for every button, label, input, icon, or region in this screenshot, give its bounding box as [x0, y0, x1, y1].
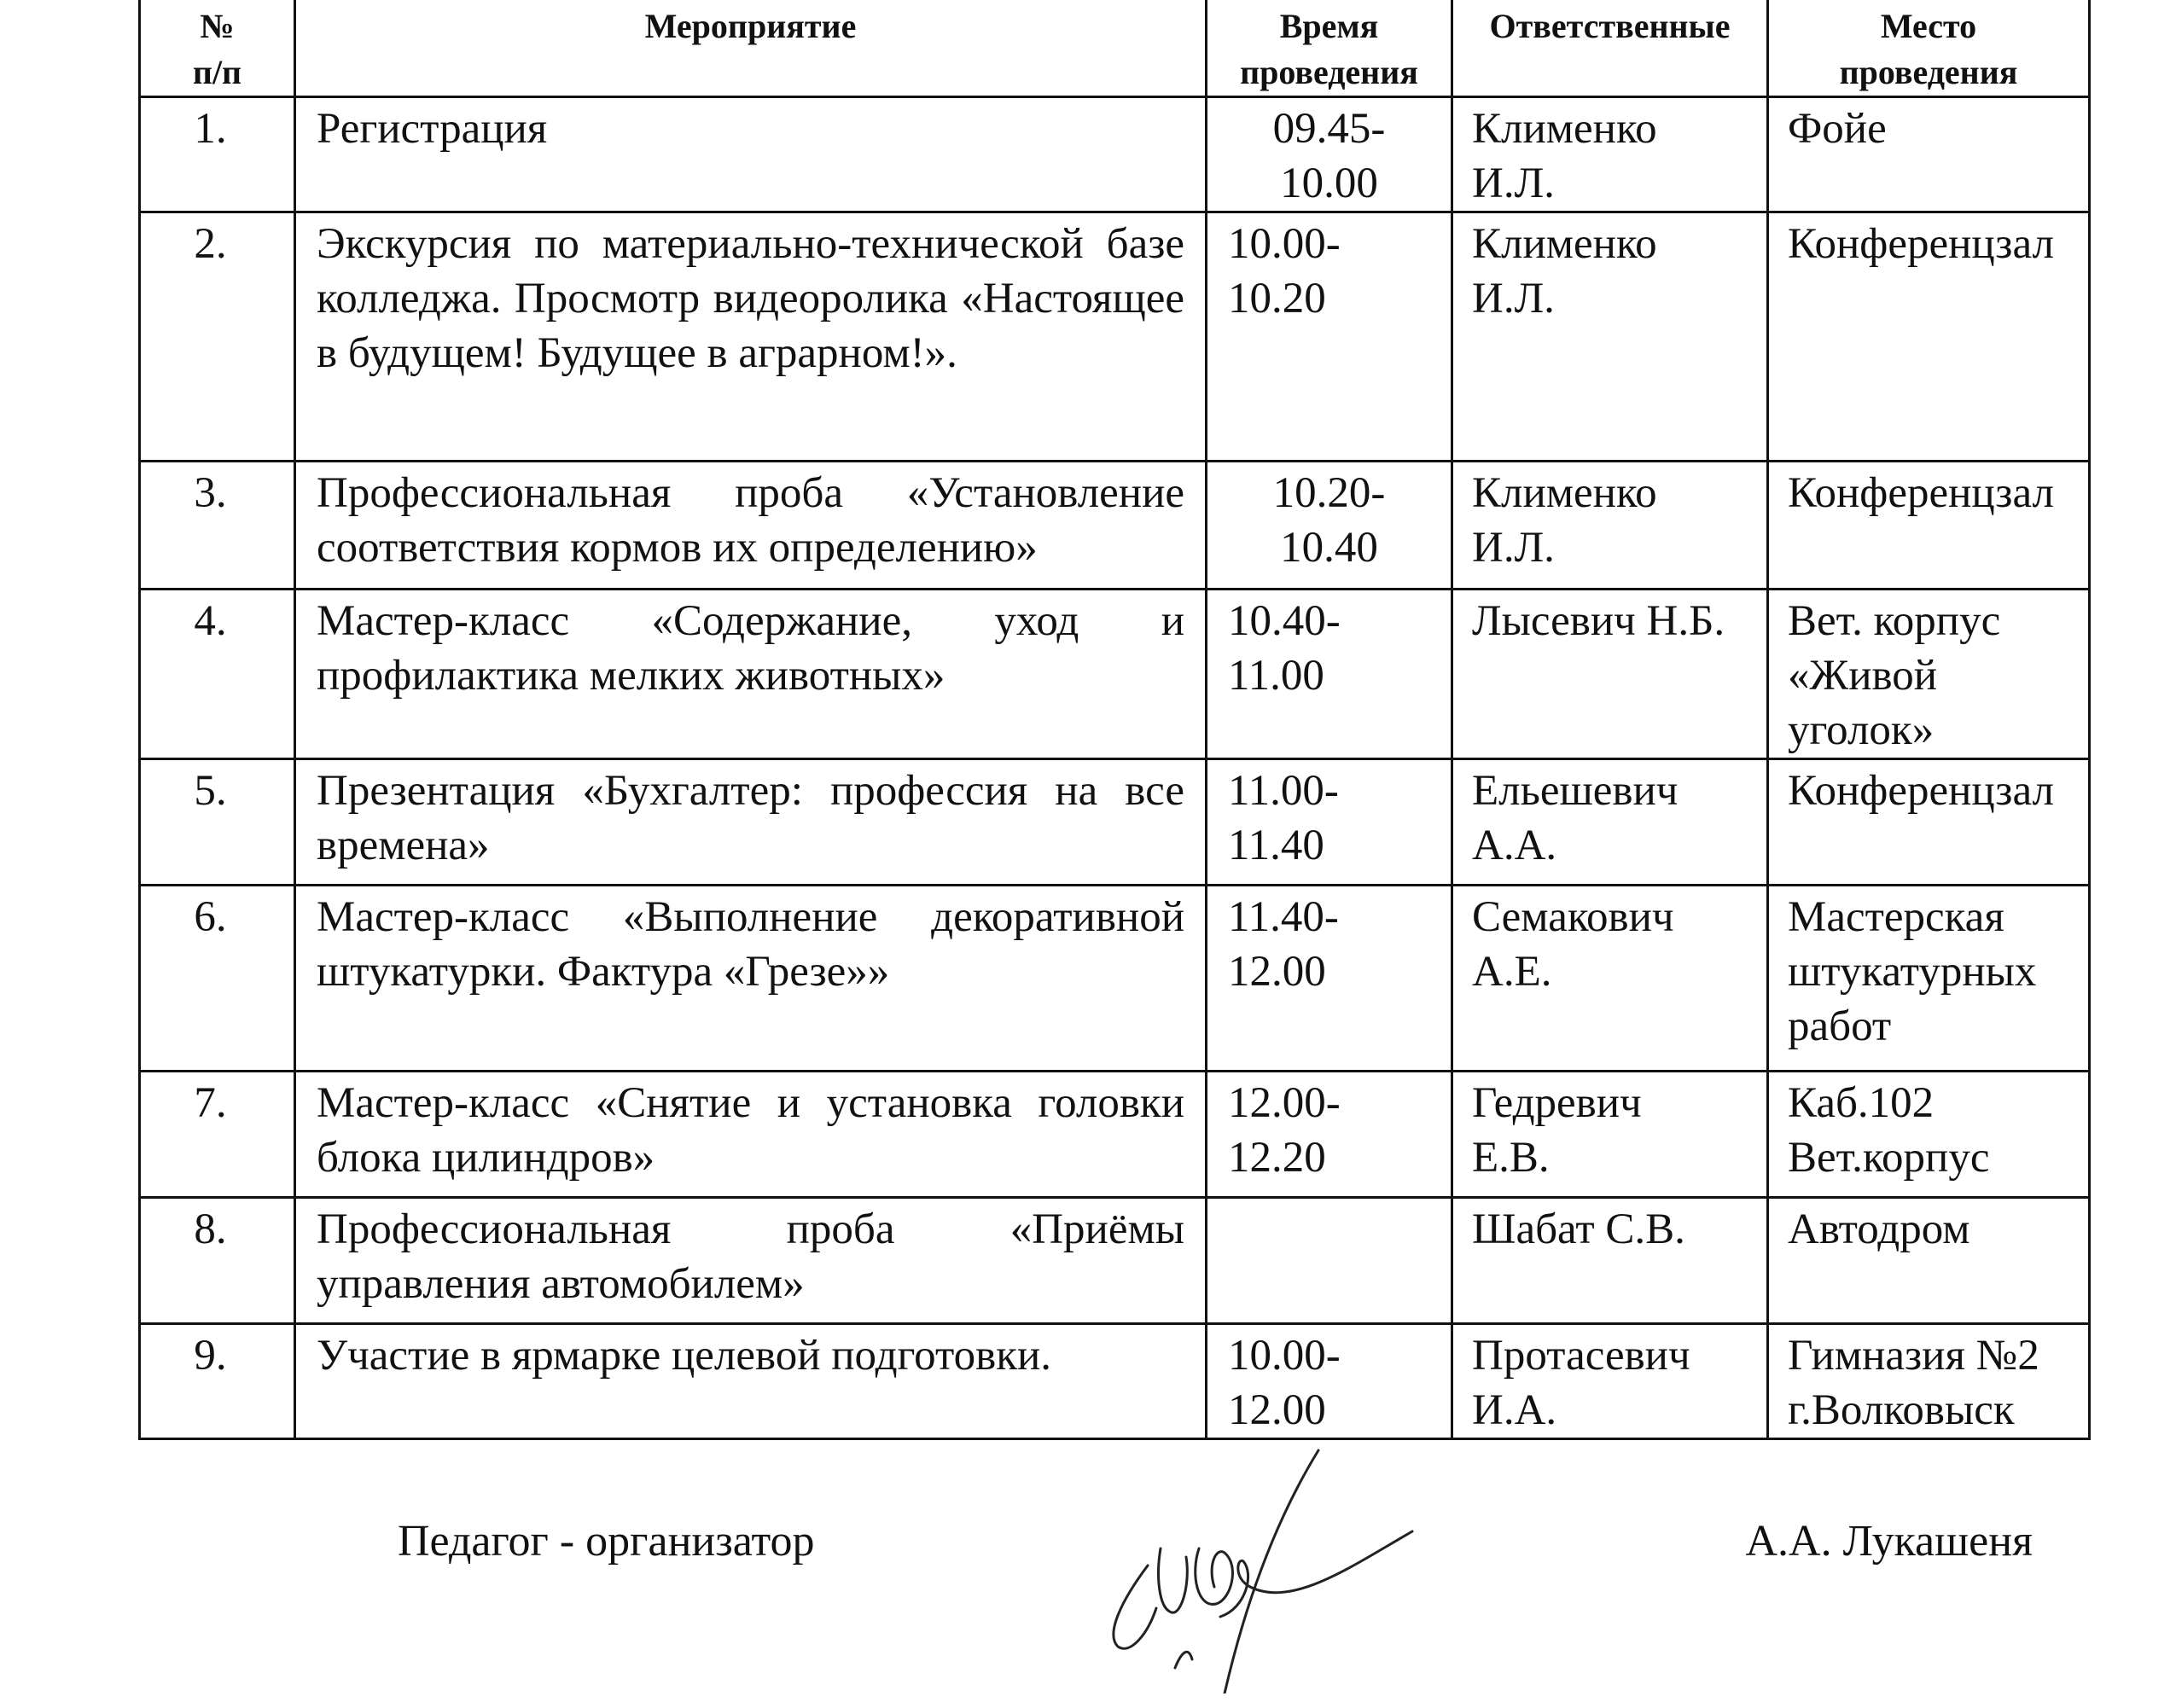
responsible-person — [1452, 1198, 1768, 1324]
table-row — [140, 1072, 2090, 1198]
row-number: 3. — [140, 462, 295, 590]
table-header — [140, 0, 2090, 97]
header-place — [1768, 0, 2090, 97]
event-time — [1207, 97, 1452, 212]
time-start: 10.40- — [1228, 597, 1341, 645]
responsible-line-1: Клименко — [1472, 220, 1657, 268]
place-line-1: Автодром — [1788, 1205, 1970, 1253]
event-place — [1768, 759, 2090, 886]
row-number: 4. — [140, 590, 295, 759]
responsible-person — [1452, 886, 1768, 1072]
responsible-line-2: Е.В. — [1472, 1134, 1550, 1182]
responsible-person — [1452, 462, 1768, 590]
responsible-person — [1452, 759, 1768, 886]
time-end: 10.40 — [1280, 524, 1378, 572]
organizer-role: Педагог - организатор — [398, 1517, 815, 1566]
header-row — [140, 0, 2090, 97]
responsible-line-2: И.А. — [1472, 1386, 1557, 1434]
time-start: 12.00- — [1228, 1079, 1341, 1127]
time-end: 10.20 — [1228, 275, 1326, 322]
event-place — [1768, 886, 2090, 1072]
responsible-line-2: И.Л. — [1472, 160, 1555, 207]
header-time — [1207, 0, 1452, 97]
place-line-2: штукатурных — [1788, 948, 2037, 996]
place-line-3: работ — [1788, 1002, 1892, 1050]
table-row — [140, 590, 2090, 759]
time-start: 11.00- — [1228, 767, 1339, 815]
event-place — [1768, 462, 2090, 590]
header-num-line-1: № — [200, 7, 235, 45]
event-time — [1207, 1072, 1452, 1198]
place-line-2: г.Волковыск — [1788, 1386, 2015, 1434]
header-responsible: Ответственные — [1452, 0, 1768, 97]
responsible-line-2: И.Л. — [1472, 524, 1555, 572]
event-name: Экскурсия по материально-технической базе колледжа. Просмотр видеоролика «Настоящее в будущем! Будущее в аграрном!». — [295, 212, 1207, 462]
row-number: 2. — [140, 212, 295, 462]
event-time — [1207, 212, 1452, 462]
event-name: Профессиональная проба «Приёмы управления автомобилем» — [295, 1198, 1207, 1324]
responsible-line-2: А.Е. — [1472, 948, 1552, 996]
event-name: Мастер-класс «Выполнение декоративной штукатурки. Фактура «Грезе»» — [295, 886, 1207, 1072]
event-name: Мастер-класс «Снятие и установка головки блока цилиндров» — [295, 1072, 1207, 1198]
time-start: 10.00- — [1228, 220, 1341, 268]
time-end: 11.40 — [1228, 822, 1324, 869]
header-num-line-2: п/п — [192, 53, 242, 91]
row-number: 6. — [140, 886, 295, 1072]
event-place — [1768, 590, 2090, 759]
table-body — [140, 97, 2090, 1439]
responsible-person — [1452, 590, 1768, 759]
event-time — [1207, 462, 1452, 590]
signature-icon — [1097, 1438, 1421, 1693]
place-line-3: уголок» — [1788, 706, 1935, 754]
time-start: 09.45- — [1272, 105, 1386, 153]
event-place — [1768, 97, 2090, 212]
place-line-1: Конференцзал — [1788, 469, 2054, 517]
event-time — [1207, 1324, 1452, 1439]
header-time-line-2: проведения — [1240, 53, 1418, 91]
time-end: 12.20 — [1228, 1134, 1326, 1182]
event-name: Профессиональная проба «Установление соответствия кормов их определению» — [295, 462, 1207, 590]
responsible-line-1: Лысевич Н.Б. — [1472, 597, 1725, 645]
time-start: 10.20- — [1272, 469, 1386, 517]
table-row — [140, 462, 2090, 590]
time-start: 10.00- — [1228, 1332, 1341, 1380]
responsible-person — [1452, 212, 1768, 462]
place-line-1: Конференцзал — [1788, 220, 2054, 268]
responsible-line-1: Клименко — [1472, 105, 1657, 153]
header-time-line-1: Время — [1279, 7, 1379, 45]
event-time — [1207, 886, 1452, 1072]
table-row — [140, 212, 2090, 462]
place-line-1: Каб.102 — [1788, 1079, 1935, 1127]
responsible-line-1: Семакович — [1472, 893, 1674, 941]
responsible-line-1: Клименко — [1472, 469, 1657, 517]
event-time — [1207, 590, 1452, 759]
responsible-line-2: И.Л. — [1472, 275, 1555, 322]
event-name: Участие в ярмарке целевой подготовки. — [295, 1324, 1207, 1439]
row-number: 5. — [140, 759, 295, 886]
event-place — [1768, 212, 2090, 462]
responsible-line-1: Гедревич — [1472, 1079, 1642, 1127]
place-line-1: Вет. корпус — [1788, 597, 2001, 645]
organizer-name: А.А. Лукашеня — [1745, 1517, 2033, 1566]
row-number: 1. — [140, 97, 295, 212]
place-line-2: Вет.корпус — [1788, 1134, 1990, 1182]
header-place-line-1: Место — [1880, 7, 1977, 45]
time-end: 11.00 — [1228, 652, 1324, 700]
row-number: 9. — [140, 1324, 295, 1439]
place-line-1: Фойе — [1788, 105, 1887, 153]
time-start: 11.40- — [1228, 893, 1339, 941]
time-end: 10.00 — [1280, 160, 1378, 207]
row-number: 7. — [140, 1072, 295, 1198]
event-schedule-table — [138, 0, 2091, 1440]
table-row — [140, 1198, 2090, 1324]
event-name: Регистрация — [295, 97, 1207, 212]
responsible-line-1: Шабат С.В. — [1472, 1205, 1685, 1253]
table-row — [140, 1324, 2090, 1439]
place-line-1: Конференцзал — [1788, 767, 2054, 815]
table-row — [140, 886, 2090, 1072]
table-row — [140, 97, 2090, 212]
responsible-person — [1452, 1072, 1768, 1198]
time-end: 12.00 — [1228, 1386, 1326, 1434]
responsible-line-2: А.А. — [1472, 822, 1557, 869]
event-place — [1768, 1198, 2090, 1324]
event-time — [1207, 759, 1452, 886]
header-event: Мероприятие — [295, 0, 1207, 97]
header-place-line-2: проведения — [1839, 53, 2018, 91]
responsible-person — [1452, 97, 1768, 212]
event-name: Мастер-класс «Содержание, уход и профилактика мелких животных» — [295, 590, 1207, 759]
responsible-line-1: Ельешевич — [1472, 767, 1679, 815]
event-place — [1768, 1072, 2090, 1198]
event-name: Презентация «Бухгалтер: профессия на все времена» — [295, 759, 1207, 886]
time-end: 12.00 — [1228, 948, 1326, 996]
table-row — [140, 759, 2090, 886]
place-line-2: «Живой — [1788, 652, 1938, 700]
event-place — [1768, 1324, 2090, 1439]
responsible-person — [1452, 1324, 1768, 1439]
place-line-1: Гимназия №2 — [1788, 1332, 2039, 1380]
event-time — [1207, 1198, 1452, 1324]
header-num — [140, 0, 295, 97]
responsible-line-1: Протасевич — [1472, 1332, 1690, 1380]
place-line-1: Мастерская — [1788, 893, 2004, 941]
row-number: 8. — [140, 1198, 295, 1324]
